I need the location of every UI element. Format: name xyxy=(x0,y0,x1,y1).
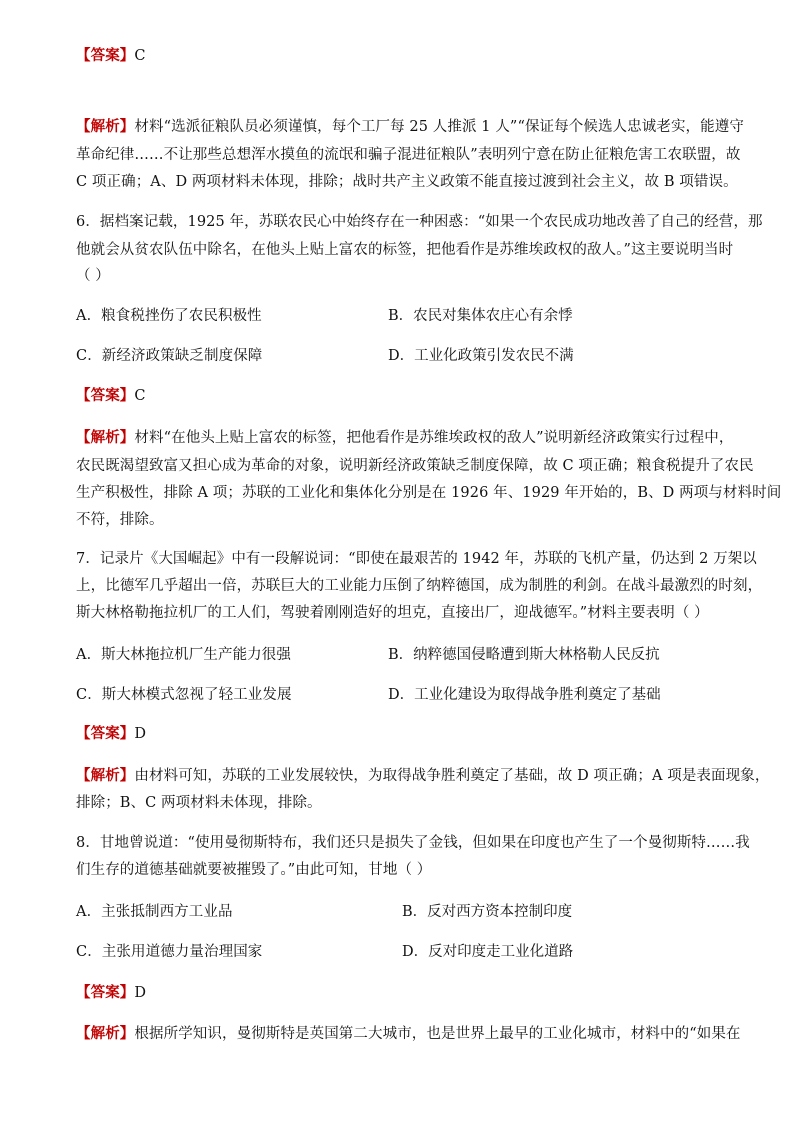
q7-analysis-line-1 xyxy=(76,766,769,786)
q8-option-d: D．反对印度走工业化道路 xyxy=(402,944,574,960)
q8-option-b: B．反对西方资本控制印度 xyxy=(402,904,573,920)
q8-option-c: C．主张用道德力量治理国家 xyxy=(76,944,263,960)
q5-answer xyxy=(76,46,146,66)
analysis-text: 由材料可知，苏联的工业发展较快，为取得战争胜利奠定了基础，故 D 项正确；A 项是表面现象， xyxy=(134,768,770,784)
q6-analysis-line-1 xyxy=(76,428,733,448)
q6-stem-line-2: 他就会从贫农队伍中除名，在他头上贴上富农的标签，把他看作是苏维埃政权的敌人。”这主要说明当时 xyxy=(76,242,734,258)
answer-tag: 【答案】 xyxy=(76,387,135,404)
answer-tag: 【答案】 xyxy=(76,725,135,742)
q6-stem-line-1: 6．据档案记载，1925 年，苏联农民心中始终存在一种困惑：“如果一个农民成功地改善了自己的经营，那 xyxy=(76,214,763,230)
analysis-text: 材料“在他头上贴上富农的标签，把他看作是苏维埃政权的敌人”说明新经济政策实行过程中， xyxy=(134,430,734,446)
q5-analysis-line-3: C 项正确；A、D 两项材料未体现，排除；战时共产主义政策不能直接过渡到社会主义，故 B 项错误。 xyxy=(76,174,738,190)
answer-tag: 【答案】 xyxy=(76,47,135,64)
q6-answer xyxy=(76,386,146,406)
analysis-tag: 【解析】 xyxy=(76,1025,135,1042)
q6-analysis-line-3: 生产积极性，排除 A 项；苏联的工业化和集体化分别是在 1926 年、1929 年开始的，B、D 两项与材料时间 xyxy=(76,485,782,501)
analysis-tag: 【解析】 xyxy=(76,429,135,446)
q5-analysis-line-1 xyxy=(76,117,744,137)
analysis-tag: 【解析】 xyxy=(76,118,135,135)
q7-option-b: B．纳粹德国侵略遭到斯大林格勒人民反抗 xyxy=(388,647,660,663)
q7-stem-line-2: 上，比德军几乎超出一倍，苏联巨大的工业能力压倒了纳粹德国，成为制胜的利剑。在战斗最激烈的时刻， xyxy=(76,578,763,594)
analysis-tag: 【解析】 xyxy=(76,767,135,784)
q7-analysis-line-2: 排除；B、C 两项材料未体现，排除。 xyxy=(76,795,322,811)
q7-stem-line-3: 斯大林格勒拖拉机厂的工人们，驾驶着刚刚造好的坦克，直接出厂，迎战德军。”材料主要表明（ ） xyxy=(76,605,709,621)
q8-option-a: A．主张抵制西方工业品 xyxy=(76,904,233,920)
answer-tag: 【答案】 xyxy=(76,984,135,1001)
q7-option-a: A．斯大林拖拉机厂生产能力很强 xyxy=(76,647,291,663)
q6-analysis-line-2: 农民既渴望致富又担心成为革命的对象，说明新经济政策缺乏制度保障，故 C 项正确；粮食税提升了农民 xyxy=(76,458,754,474)
q6-stem-line-3: （ ） xyxy=(76,268,110,284)
q5-analysis-line-2: 革命纪律……不让那些总想浑水摸鱼的流氓和骗子混进征粮队”表明列宁意在防止征粮危害工农联盟，故 xyxy=(76,147,741,163)
q6-option-a: A．粮食税挫伤了农民积极性 xyxy=(76,308,262,324)
q6-option-d: D．工业化政策引发农民不满 xyxy=(388,348,574,364)
q8-answer xyxy=(76,983,146,1003)
q7-option-d: D．工业化建设为取得战争胜利奠定了基础 xyxy=(388,687,661,703)
analysis-text: 材料“选派征粮队员必须谨慎，每个工厂每 25 人推派 1 人”“保证每个候选人忠诚老实，能遵守 xyxy=(134,119,744,135)
q8-stem-line-2: 们生存的道德基础就要被摧毁了。”由此可知，甘地（ ） xyxy=(76,862,432,878)
answer-value: C xyxy=(134,388,146,404)
q8-stem-line-1: 8．甘地曾说道：“使用曼彻斯特布，我们还只是损失了金钱，但如果在印度也产生了一个曼彻斯特……我 xyxy=(76,835,750,851)
q7-answer xyxy=(76,724,146,744)
q7-stem-line-1: 7．记录片《大国崛起》中有一段解说词：“即使在最艰苦的 1942 年，苏联的飞机产量，仍达到 2 万架以 xyxy=(76,551,757,567)
q8-analysis-line-1 xyxy=(76,1024,741,1044)
analysis-text: 根据所学知识，曼彻斯特是英国第二大城市，也是世界上最早的工业化城市，材料中的“如果在 xyxy=(134,1026,741,1042)
answer-value: C xyxy=(134,48,146,64)
answer-value: D xyxy=(134,726,147,742)
q6-option-b: B．农民对集体农庄心有余悸 xyxy=(388,308,573,324)
q6-option-c: C．新经济政策缺乏制度保障 xyxy=(76,348,263,364)
q7-option-c: C．斯大林模式忽视了轻工业发展 xyxy=(76,687,292,703)
q6-analysis-line-4: 不符，排除。 xyxy=(76,512,164,528)
answer-value: D xyxy=(134,985,147,1001)
